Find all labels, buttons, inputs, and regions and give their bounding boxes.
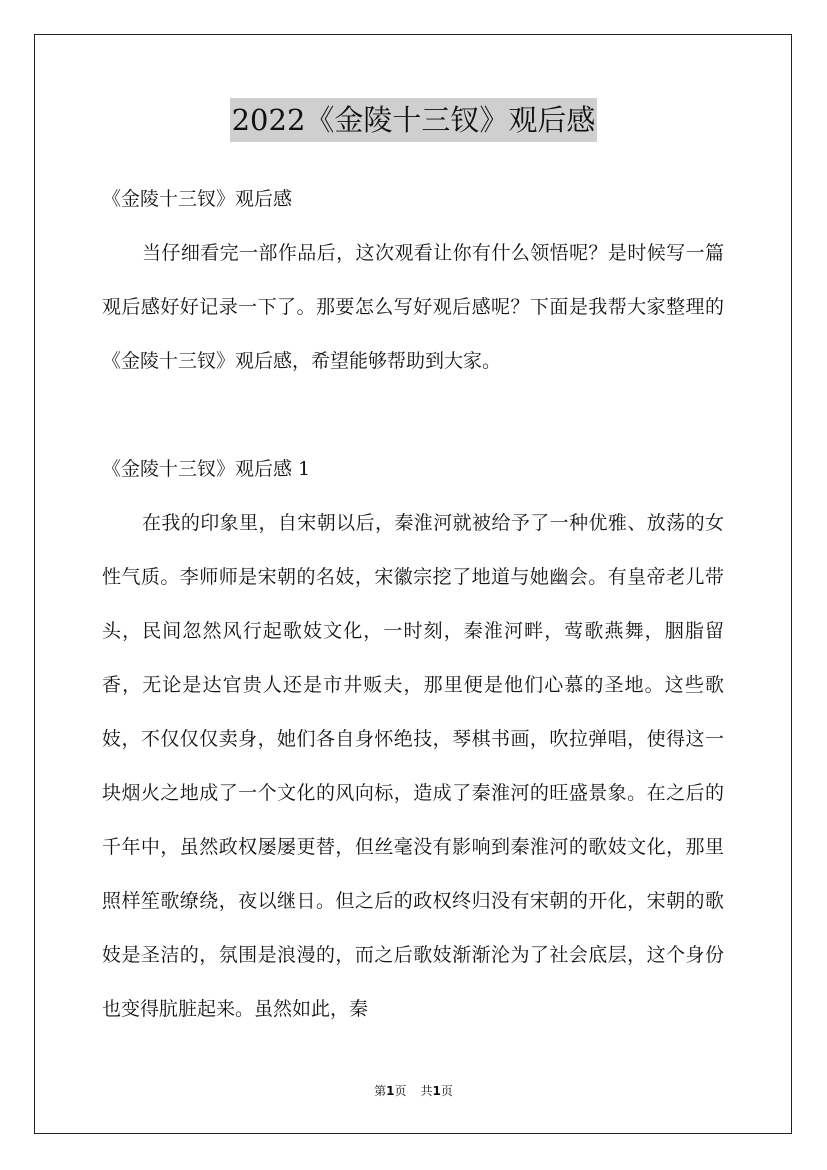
section-heading-1: 《金陵十三钗》观后感 1 [102, 458, 311, 480]
section-heading-intro: 《金陵十三钗》观后感 [102, 188, 293, 210]
page-footer [0, 1083, 827, 1099]
title-container [0, 98, 827, 142]
intro-paragraph: 当仔细看完一部作品后，这次观看让你有什么领悟呢？是时候写一篇观后感好好记录一下了。那要怎么写好观后感呢？下面是我帮大家整理的《金陵十三钗》观后感，希望能够帮助到大家。 [102, 242, 724, 372]
page-suffix: 页 [394, 1084, 407, 1098]
document-title: 2022《金陵十三钗》观后感 [230, 98, 598, 142]
blank-line [102, 388, 724, 442]
page-number: 1 [386, 1084, 395, 1098]
body-paragraph-1: 在我的印象里，自宋朝以后，秦淮河就被给予了一种优雅、放荡的女性气质。李师师是宋朝的名妓，宋徽宗挖了地道与她幽会。有皇帝老儿带头，民间忽然风行起歌妓文化，一时刻，秦淮河畔，莺歌燕舞，胭脂留香，无论是达官贵人还是市井贩夫，那里便是他们心慕的圣地。这些歌妓，不仅仅仅卖身，她们各自身怀绝技，琴棋书画，吹拉弹唱，使得这一块烟火之地成了一个文化的风向标，造成了秦淮河的旺盛景象。在之后的千年中，虽然政权屡屡更替，但丝毫没有影响到秦淮河的歌妓文化，那里照样笙歌缭绕，夜以继日。但之后的政权终归没有宋朝的开化，宋朝的歌妓是圣洁的，氛围是浪漫的，而之后歌妓渐渐沦为了社会底层，这个身份也变得肮脏起来。虽然如此，秦 [102, 512, 724, 1020]
total-prefix: 共 [420, 1084, 433, 1098]
total-suffix: 页 [440, 1084, 453, 1098]
total-pages: 1 [432, 1084, 441, 1098]
document-body [102, 172, 724, 1036]
page-prefix: 第 [374, 1084, 387, 1098]
